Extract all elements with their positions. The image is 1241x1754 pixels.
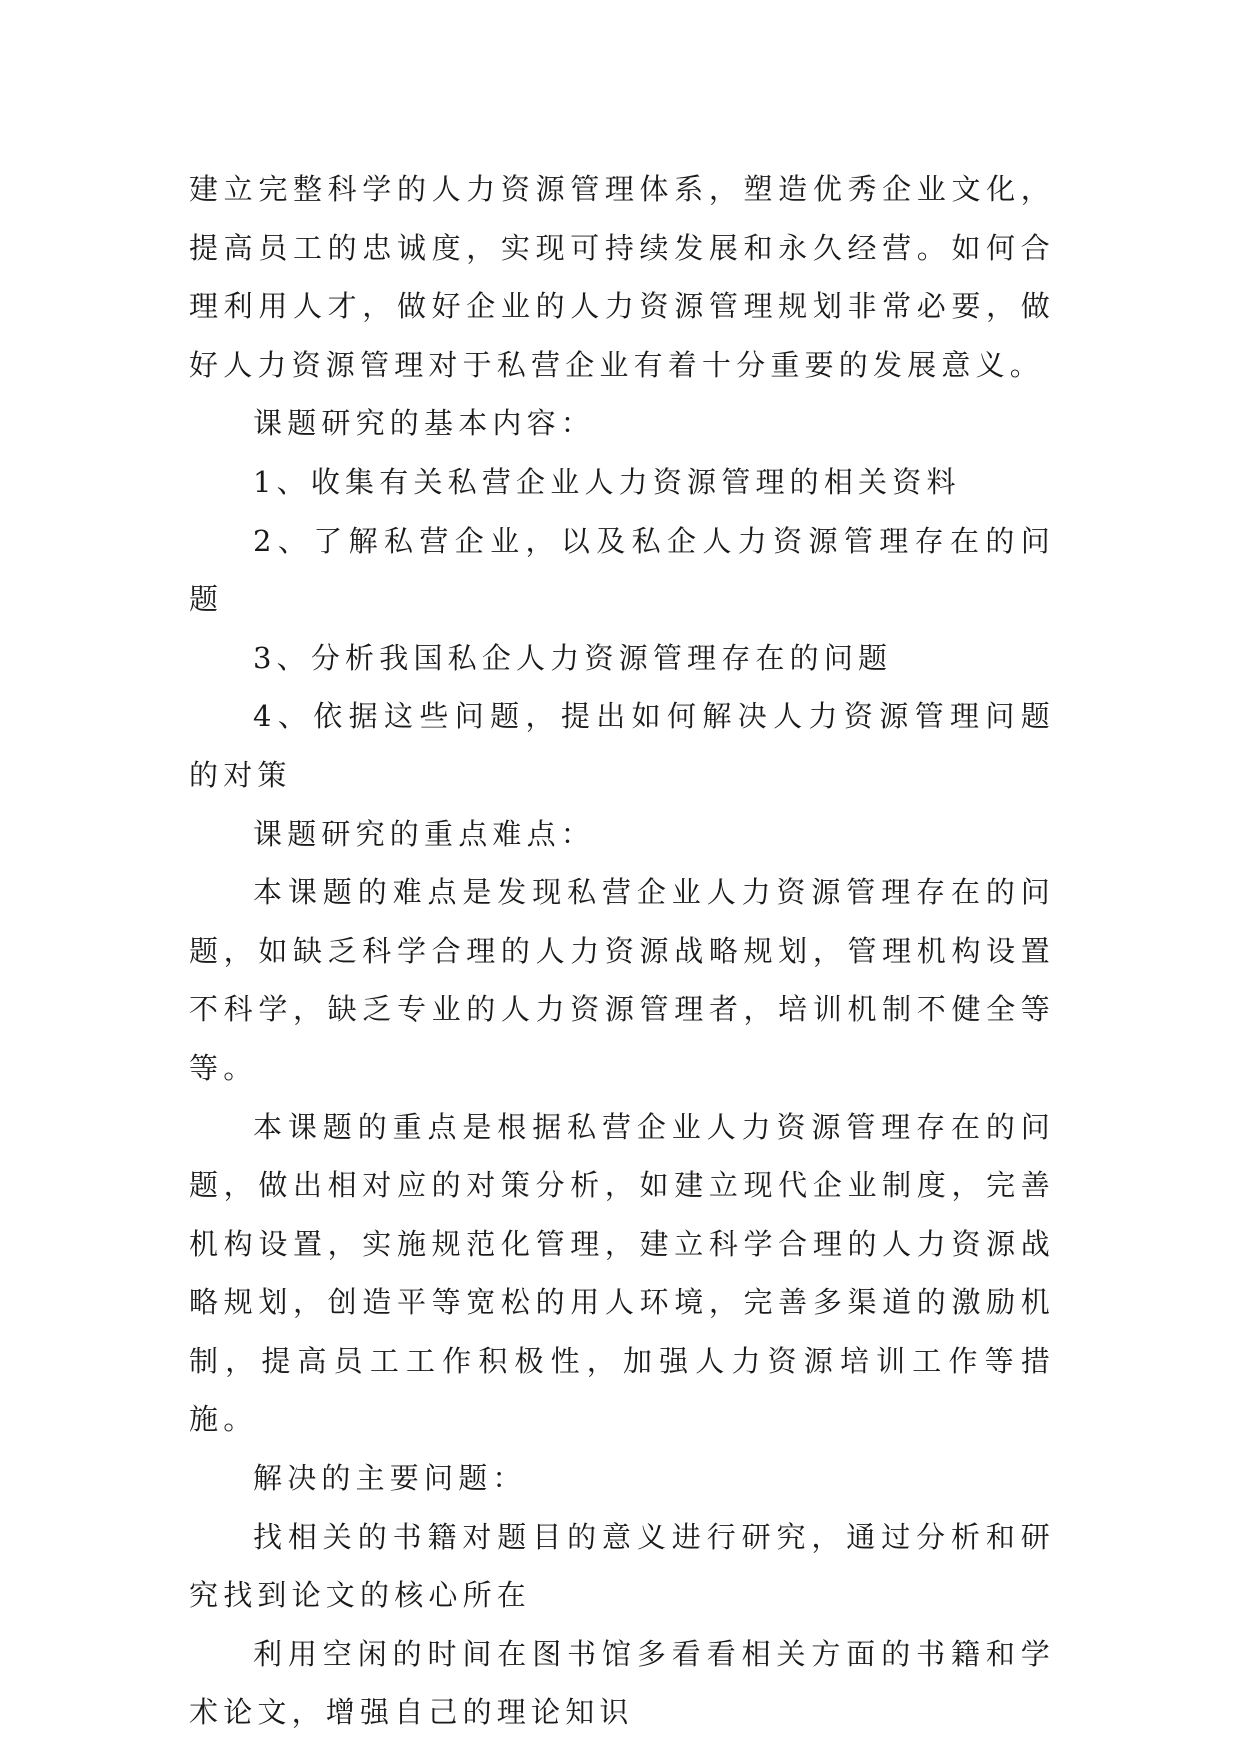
paragraph-difficulty: 本课题的难点是发现私营企业人力资源管理存在的问题，如缺乏科学合理的人力资源战略规划，管理机构设置不科学，缺乏专业的人力资源管理者，培训机制不健全等等。 [189, 875, 1055, 1085]
heading-key-difficulties: 课题研究的重点难点： [253, 816, 596, 851]
body-text [189, 160, 1055, 1742]
heading-main-problems: 解决的主要问题： [253, 1461, 527, 1496]
list-item-1: 1、收集有关私营企业人力资源管理的相关资料 [253, 464, 961, 499]
list-item-3: 3、分析我国私企人力资源管理存在的问题 [253, 640, 893, 675]
paragraph-intro: 建立完整科学的人力资源管理体系，塑造优秀企业文化，提高员工的忠诚度，实现可持续发展和永久经营。如何合理利用人才，做好企业的人力资源管理规划非常必要，做好人力资源管理对于私营企业有着十分重要的发展意义。 [189, 172, 1055, 382]
paragraph-library-study: 利用空闲的时间在图书馆多看看相关方面的书籍和学术论文，增强自己的理论知识 [189, 1636, 1055, 1730]
list-item-4: 4、依据这些问题，提出如何解决人力资源管理问题的对策 [189, 699, 1055, 792]
paragraph-key-point: 本课题的重点是根据私营企业人力资源管理存在的问题，做出相对应的对策分析，如建立现代企业制度，完善机构设置，实施规范化管理，建立科学合理的人力资源战略规划，创造平等宽松的用人环境，完善多渠道的激励机制，提高员工工作积极性，加强人力资源培训工作等措施。 [189, 1109, 1055, 1437]
paragraph-research-books: 找相关的书籍对题目的意义进行研究，通过分析和研究找到论文的核心所在 [189, 1519, 1055, 1613]
list-item-2: 2、了解私营企业，以及私企人力资源管理存在的问题 [189, 523, 1055, 617]
heading-basic-content: 课题研究的基本内容： [253, 406, 596, 441]
